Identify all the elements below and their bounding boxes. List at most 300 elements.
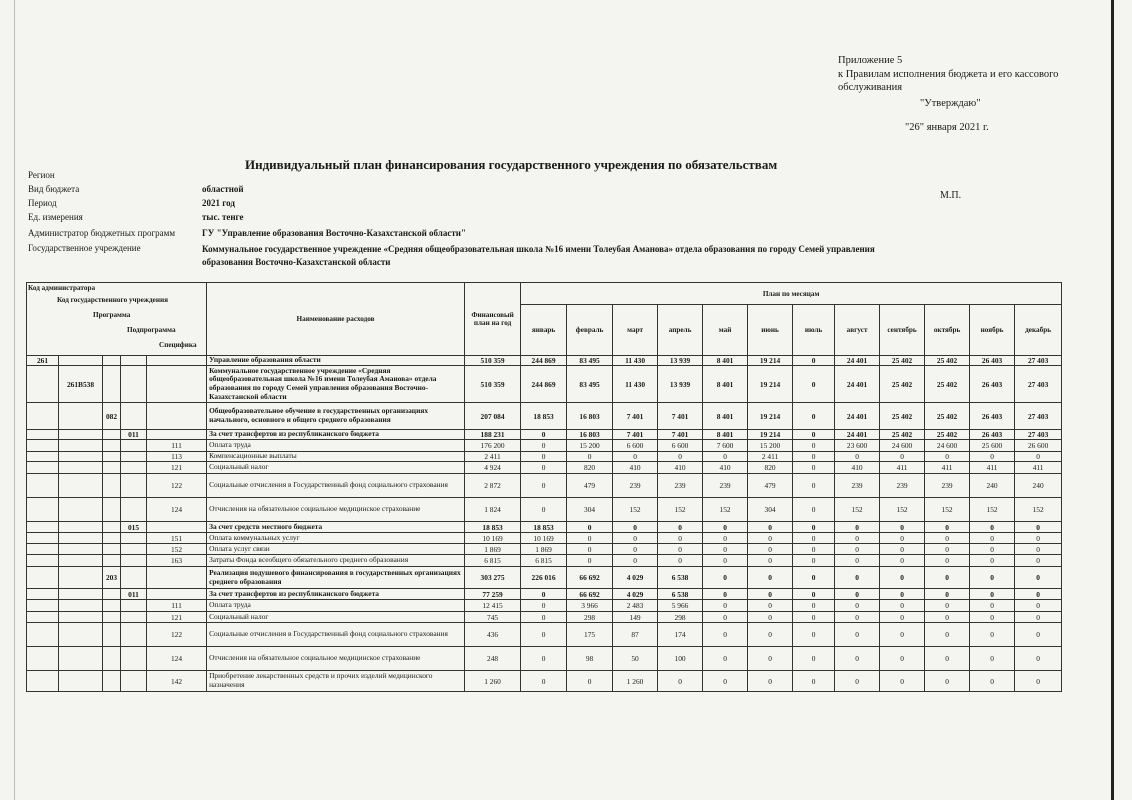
code-cell-empty xyxy=(121,671,147,692)
month-value: 239 xyxy=(880,474,925,498)
month-value: 0 xyxy=(748,522,793,533)
month-value: 0 xyxy=(1015,533,1062,544)
row-code: 121 xyxy=(147,612,207,623)
month-value: 0 xyxy=(925,600,970,612)
month-value: 26 403 xyxy=(970,430,1015,440)
month-value: 0 xyxy=(793,623,835,647)
month-value: 0 xyxy=(703,544,748,555)
month-value: 0 xyxy=(793,522,835,533)
annual-plan-value: 2 872 xyxy=(465,474,521,498)
code-cell-empty xyxy=(121,440,147,452)
expense-name: Социальные отчисления в Государственный фонд социального страхования xyxy=(207,474,465,498)
month-value: 0 xyxy=(880,452,925,462)
month-value: 19 214 xyxy=(748,403,793,430)
month-value: 0 xyxy=(703,522,748,533)
code-cell-empty xyxy=(103,612,121,623)
month-value: 0 xyxy=(748,600,793,612)
scan-edge xyxy=(1111,0,1114,800)
month-value: 87 xyxy=(613,623,658,647)
month-value: 0 xyxy=(521,671,567,692)
code-cell-empty xyxy=(27,462,59,474)
month-value: 479 xyxy=(748,474,793,498)
month-value: 4 029 xyxy=(613,567,658,589)
month-value: 0 xyxy=(835,522,880,533)
appendix-line-2: к Правилам исполнения бюджета и его кассового обслуживания xyxy=(838,68,1059,93)
month-value: 0 xyxy=(567,452,613,462)
month-value: 0 xyxy=(1015,647,1062,671)
code-cell-empty xyxy=(59,430,103,440)
admin-value: ГУ "Управление образования Восточно-Казахстанской области" xyxy=(202,228,466,238)
month-value: 410 xyxy=(613,462,658,474)
month-value: 11 430 xyxy=(613,356,658,366)
annual-plan-value: 436 xyxy=(465,623,521,647)
annual-plan-value: 1 824 xyxy=(465,498,521,522)
month-value: 0 xyxy=(970,612,1015,623)
month-value: 26 403 xyxy=(970,356,1015,366)
month-value: 239 xyxy=(658,474,703,498)
month-value: 0 xyxy=(970,452,1015,462)
month-value: 0 xyxy=(1015,452,1062,462)
expense-name: Социальный налог xyxy=(207,462,465,474)
header-month: декабрь xyxy=(1015,305,1062,356)
month-value: 0 xyxy=(521,430,567,440)
month-value: 50 xyxy=(613,647,658,671)
row-code: 122 xyxy=(147,474,207,498)
row-code: 011 xyxy=(121,430,147,440)
month-value: 0 xyxy=(970,567,1015,589)
header-program: Программа xyxy=(93,311,131,319)
month-value: 0 xyxy=(835,555,880,567)
month-value: 26 600 xyxy=(1015,440,1062,452)
admin-label: Администратор бюджетных программ xyxy=(28,228,176,238)
code-cell-empty xyxy=(121,612,147,623)
annual-plan-value: 10 169 xyxy=(465,533,521,544)
code-cell-empty xyxy=(103,647,121,671)
month-value: 15 200 xyxy=(567,440,613,452)
month-value: 411 xyxy=(1015,462,1062,474)
header-specific: Специфика xyxy=(159,341,197,349)
month-value: 411 xyxy=(880,462,925,474)
month-value: 25 402 xyxy=(880,430,925,440)
month-value: 66 692 xyxy=(567,567,613,589)
code-cell-empty xyxy=(59,555,103,567)
month-value: 152 xyxy=(835,498,880,522)
month-value: 98 xyxy=(567,647,613,671)
row-code: 011 xyxy=(121,589,147,600)
month-value: 152 xyxy=(703,498,748,522)
code-cell-empty xyxy=(103,600,121,612)
month-value: 7 401 xyxy=(658,430,703,440)
code-cell-empty xyxy=(27,403,59,430)
header-month: февраль xyxy=(567,305,613,356)
table-row xyxy=(27,555,1062,567)
month-value: 240 xyxy=(970,474,1015,498)
month-value: 0 xyxy=(658,452,703,462)
month-value: 0 xyxy=(567,544,613,555)
header-month: январь xyxy=(521,305,567,356)
header-admin-code: Код администратора xyxy=(28,284,96,292)
expense-name: Компенсационные выплаты xyxy=(207,452,465,462)
header-subprogram: Подпрограмма xyxy=(127,326,176,334)
month-value: 149 xyxy=(613,612,658,623)
code-cell-empty xyxy=(59,533,103,544)
row-code: 015 xyxy=(121,522,147,533)
month-value: 0 xyxy=(1015,589,1062,600)
month-value: 0 xyxy=(835,600,880,612)
code-cell-empty xyxy=(103,462,121,474)
month-value: 240 xyxy=(1015,474,1062,498)
month-value: 0 xyxy=(748,589,793,600)
appendix-note xyxy=(838,54,1078,95)
month-value: 0 xyxy=(613,555,658,567)
code-cell-empty xyxy=(59,498,103,522)
code-cell-empty xyxy=(147,522,207,533)
expense-name: Коммунальное государственное учреждение «Средняя общеобразовательная школа №16 имени Толеубая Аманова» отдела образования по городу Семей управления образования Восточно-Казахстанской области xyxy=(207,366,465,403)
code-cell-empty xyxy=(27,430,59,440)
code-cell-empty xyxy=(59,671,103,692)
month-value: 0 xyxy=(835,452,880,462)
month-value: 25 402 xyxy=(925,366,970,403)
code-cell-empty xyxy=(147,403,207,430)
row-code: 124 xyxy=(147,647,207,671)
month-value: 152 xyxy=(925,498,970,522)
month-value: 0 xyxy=(521,600,567,612)
month-value: 0 xyxy=(1015,600,1062,612)
month-value: 83 495 xyxy=(567,356,613,366)
code-headers xyxy=(27,283,207,356)
month-value: 0 xyxy=(925,623,970,647)
month-value: 24 401 xyxy=(835,403,880,430)
month-value: 24 401 xyxy=(835,366,880,403)
month-value: 8 401 xyxy=(703,430,748,440)
month-value: 0 xyxy=(880,623,925,647)
month-value: 0 xyxy=(613,522,658,533)
table-row xyxy=(27,403,1062,430)
month-value: 19 214 xyxy=(748,356,793,366)
month-value: 0 xyxy=(835,533,880,544)
month-value: 0 xyxy=(658,544,703,555)
month-value: 0 xyxy=(925,567,970,589)
month-value: 0 xyxy=(793,462,835,474)
month-value: 0 xyxy=(835,612,880,623)
annual-plan-value: 207 084 xyxy=(465,403,521,430)
expense-name: Оплата услуг связи xyxy=(207,544,465,555)
month-value: 0 xyxy=(748,671,793,692)
month-value: 0 xyxy=(793,403,835,430)
approve-stamp: "Утверждаю" xyxy=(920,98,981,109)
annual-plan-value: 18 853 xyxy=(465,522,521,533)
month-value: 16 803 xyxy=(567,430,613,440)
table-row xyxy=(27,533,1062,544)
month-value: 0 xyxy=(521,623,567,647)
month-value: 6 815 xyxy=(521,555,567,567)
month-value: 23 600 xyxy=(835,440,880,452)
row-code: 142 xyxy=(147,671,207,692)
code-cell-empty xyxy=(121,623,147,647)
month-value: 26 403 xyxy=(970,403,1015,430)
month-value: 239 xyxy=(613,474,658,498)
month-value: 0 xyxy=(925,555,970,567)
month-value: 7 401 xyxy=(613,430,658,440)
month-value: 0 xyxy=(835,623,880,647)
month-value: 298 xyxy=(567,612,613,623)
month-value: 0 xyxy=(793,567,835,589)
code-cell-empty xyxy=(27,589,59,600)
header-months-plan: План по месяцам xyxy=(521,283,1062,305)
code-cell-empty xyxy=(147,589,207,600)
institution-label: Государственное учреждение xyxy=(28,243,141,253)
month-value: 0 xyxy=(793,600,835,612)
month-value: 8 401 xyxy=(703,403,748,430)
code-cell-empty xyxy=(103,623,121,647)
row-code: 203 xyxy=(103,567,121,589)
month-value: 25 402 xyxy=(925,403,970,430)
code-cell-empty xyxy=(103,440,121,452)
code-cell-empty xyxy=(103,498,121,522)
code-cell-empty xyxy=(121,498,147,522)
month-value: 19 214 xyxy=(748,430,793,440)
header-month: август xyxy=(835,305,880,356)
code-cell-empty xyxy=(27,366,59,403)
expense-name: Социальные отчисления в Государственный фонд социального страхования xyxy=(207,623,465,647)
month-value: 0 xyxy=(925,452,970,462)
header-month: ноябрь xyxy=(970,305,1015,356)
code-cell-empty xyxy=(121,533,147,544)
annual-plan-value: 188 231 xyxy=(465,430,521,440)
month-value: 410 xyxy=(835,462,880,474)
annual-plan-value: 1 869 xyxy=(465,544,521,555)
header-fin-plan: Финансовый план на год xyxy=(465,283,521,356)
month-value: 244 869 xyxy=(521,356,567,366)
month-value: 0 xyxy=(793,555,835,567)
code-cell-empty xyxy=(103,356,121,366)
code-cell-empty xyxy=(103,533,121,544)
code-cell-empty xyxy=(121,600,147,612)
code-cell-empty xyxy=(147,430,207,440)
month-value: 0 xyxy=(521,589,567,600)
month-value: 2 483 xyxy=(613,600,658,612)
month-value: 0 xyxy=(880,555,925,567)
month-value: 24 600 xyxy=(925,440,970,452)
code-cell-empty xyxy=(59,647,103,671)
month-value: 4 029 xyxy=(613,589,658,600)
document-title: Индивидуальный план финансирования государственного учреждения по обязательствам xyxy=(245,157,778,172)
table-row xyxy=(27,567,1062,589)
expense-name: За счет трансфертов из республиканского бюджета xyxy=(207,589,465,600)
month-value: 411 xyxy=(925,462,970,474)
code-cell-empty xyxy=(121,356,147,366)
code-cell-empty xyxy=(147,567,207,589)
expense-name: Затраты Фонда всеобщего обязательного среднего образования xyxy=(207,555,465,567)
month-value: 0 xyxy=(521,498,567,522)
expense-name: Приобретение лекарственных средств и прочих изделий медицинского назначения xyxy=(207,671,465,692)
month-value: 0 xyxy=(880,647,925,671)
month-value: 0 xyxy=(835,589,880,600)
month-value: 0 xyxy=(970,671,1015,692)
month-value: 0 xyxy=(1015,522,1062,533)
annual-plan-value: 176 200 xyxy=(465,440,521,452)
code-cell-empty xyxy=(27,647,59,671)
month-value: 0 xyxy=(1015,555,1062,567)
table-row xyxy=(27,452,1062,462)
month-value: 239 xyxy=(925,474,970,498)
month-value: 239 xyxy=(835,474,880,498)
month-value: 239 xyxy=(703,474,748,498)
annual-plan-value: 248 xyxy=(465,647,521,671)
code-cell-empty xyxy=(121,474,147,498)
code-cell-empty xyxy=(121,555,147,567)
month-value: 0 xyxy=(703,567,748,589)
month-value: 0 xyxy=(748,555,793,567)
month-value: 0 xyxy=(703,452,748,462)
row-code: 113 xyxy=(147,452,207,462)
month-value: 0 xyxy=(793,356,835,366)
month-value: 0 xyxy=(835,567,880,589)
month-value: 11 430 xyxy=(613,366,658,403)
annual-plan-value: 77 259 xyxy=(465,589,521,600)
budget-type-value: областной xyxy=(202,184,244,194)
month-value: 27 403 xyxy=(1015,356,1062,366)
month-value: 0 xyxy=(925,522,970,533)
month-value: 411 xyxy=(970,462,1015,474)
month-value: 0 xyxy=(835,544,880,555)
month-value: 0 xyxy=(748,567,793,589)
code-cell-empty xyxy=(59,440,103,452)
month-value: 820 xyxy=(567,462,613,474)
code-cell-empty xyxy=(121,544,147,555)
month-value: 304 xyxy=(748,498,793,522)
header-month: сентябрь xyxy=(880,305,925,356)
code-cell-empty xyxy=(103,522,121,533)
code-cell-empty xyxy=(27,671,59,692)
month-value: 0 xyxy=(1015,567,1062,589)
period-label: Период xyxy=(28,198,57,208)
table-row xyxy=(27,647,1062,671)
month-value: 0 xyxy=(835,671,880,692)
expense-name: Оплата труда xyxy=(207,440,465,452)
header-name: Наименование расходов xyxy=(207,283,465,356)
code-cell-empty xyxy=(27,612,59,623)
code-cell-empty xyxy=(59,589,103,600)
annual-plan-value: 2 411 xyxy=(465,452,521,462)
month-value: 10 169 xyxy=(521,533,567,544)
month-value: 0 xyxy=(521,440,567,452)
table-row xyxy=(27,430,1062,440)
month-value: 298 xyxy=(658,612,703,623)
code-cell-empty xyxy=(27,474,59,498)
row-code: 261В538 xyxy=(59,366,103,403)
code-cell-empty xyxy=(27,567,59,589)
month-value: 152 xyxy=(880,498,925,522)
seal-place: М.П. xyxy=(940,190,962,201)
header-month: март xyxy=(613,305,658,356)
code-cell-empty xyxy=(103,555,121,567)
month-value: 0 xyxy=(1015,623,1062,647)
appendix-line-1: Приложение 5 xyxy=(838,55,903,66)
month-value: 66 692 xyxy=(567,589,613,600)
expense-name: Оплата труда xyxy=(207,600,465,612)
code-cell-empty xyxy=(121,403,147,430)
month-value: 0 xyxy=(703,623,748,647)
code-cell-empty xyxy=(103,366,121,403)
code-cell-empty xyxy=(59,567,103,589)
annual-plan-value: 745 xyxy=(465,612,521,623)
month-value: 0 xyxy=(970,555,1015,567)
month-value: 100 xyxy=(658,647,703,671)
expense-name: Общеобразовательное обучение в государственных организациях начального, основного и общего среднего образования xyxy=(207,403,465,430)
table-row xyxy=(27,612,1062,623)
month-value: 0 xyxy=(880,589,925,600)
code-cell-empty xyxy=(59,544,103,555)
month-value: 0 xyxy=(880,567,925,589)
row-code: 163 xyxy=(147,555,207,567)
month-value: 7 401 xyxy=(658,403,703,430)
month-value: 152 xyxy=(1015,498,1062,522)
month-value: 0 xyxy=(613,452,658,462)
month-value: 152 xyxy=(658,498,703,522)
annual-plan-value: 6 815 xyxy=(465,555,521,567)
code-cell-empty xyxy=(59,522,103,533)
month-value: 0 xyxy=(880,522,925,533)
month-value: 6 538 xyxy=(658,567,703,589)
month-value: 0 xyxy=(748,612,793,623)
table-row xyxy=(27,440,1062,452)
month-value: 410 xyxy=(658,462,703,474)
code-cell-empty xyxy=(59,403,103,430)
code-cell-empty xyxy=(103,452,121,462)
annual-plan-value: 12 415 xyxy=(465,600,521,612)
month-value: 6 600 xyxy=(613,440,658,452)
month-value: 0 xyxy=(793,366,835,403)
month-value: 174 xyxy=(658,623,703,647)
code-cell-empty xyxy=(121,647,147,671)
code-cell-empty xyxy=(121,462,147,474)
code-cell-empty xyxy=(27,623,59,647)
month-value: 19 214 xyxy=(748,366,793,403)
month-value: 0 xyxy=(703,555,748,567)
month-value: 0 xyxy=(567,671,613,692)
annual-plan-value: 1 260 xyxy=(465,671,521,692)
month-value: 25 402 xyxy=(880,356,925,366)
month-value: 304 xyxy=(567,498,613,522)
budget-type-label: Вид бюджета xyxy=(28,184,80,194)
month-value: 0 xyxy=(703,589,748,600)
month-value: 15 200 xyxy=(748,440,793,452)
code-cell-empty xyxy=(121,366,147,403)
row-code: 111 xyxy=(147,440,207,452)
table-row xyxy=(27,474,1062,498)
header-month: июль xyxy=(793,305,835,356)
code-cell-empty xyxy=(121,452,147,462)
month-value: 0 xyxy=(880,671,925,692)
unit-value: тыс. тенге xyxy=(202,212,244,222)
month-value: 0 xyxy=(793,452,835,462)
month-value: 0 xyxy=(658,555,703,567)
code-cell-empty xyxy=(147,366,207,403)
annual-plan-value: 303 275 xyxy=(465,567,521,589)
row-code: 082 xyxy=(103,403,121,430)
month-value: 0 xyxy=(793,430,835,440)
month-value: 25 402 xyxy=(925,356,970,366)
table-row xyxy=(27,671,1062,692)
month-value: 0 xyxy=(658,671,703,692)
month-value: 0 xyxy=(970,544,1015,555)
month-value: 0 xyxy=(793,533,835,544)
month-value: 0 xyxy=(970,647,1015,671)
month-value: 27 403 xyxy=(1015,403,1062,430)
month-value: 0 xyxy=(748,533,793,544)
month-value: 175 xyxy=(567,623,613,647)
